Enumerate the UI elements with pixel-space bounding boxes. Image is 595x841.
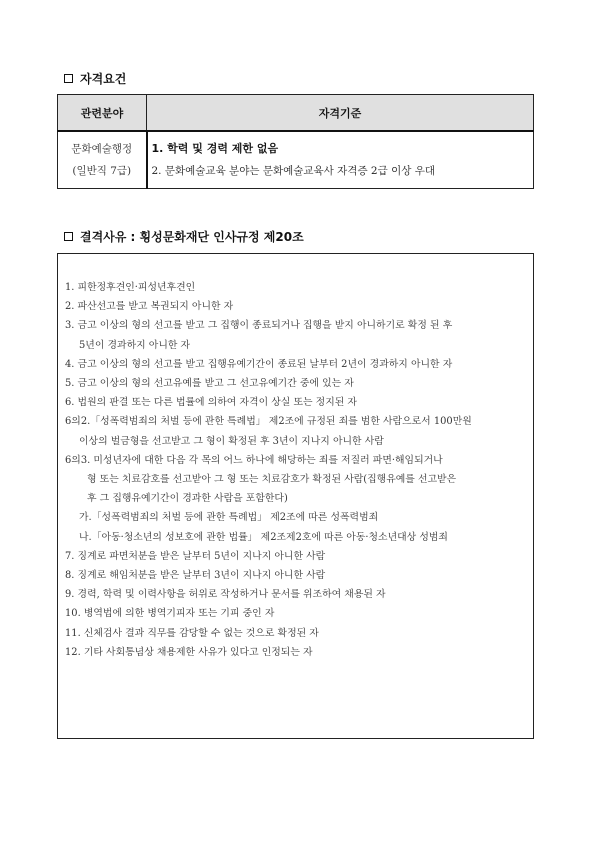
list-item: 3. 금고 이상의 형의 선고를 받고 그 집행이 종료되거나 집행을 받지 아니하기로 확정 된 후 <box>65 320 453 332</box>
list-item: 8. 징계로 해임처분을 받은 날부터 3년이 지나지 아니한 사람 <box>65 570 326 582</box>
list-item: 이상의 벌금형을 선고받고 그 형이 확정된 후 3년이 지나지 아니한 사람 <box>79 435 384 447</box>
list-item: 11. 신체검사 결과 직무를 감당할 수 없는 것으로 확정된 자 <box>65 627 319 639</box>
list-item: 6. 법원의 판결 또는 다른 법률에 의하여 자격이 상실 또는 정지된 자 <box>65 397 357 409</box>
section-title: 자격요건 <box>80 72 127 86</box>
disqualification-box <box>57 253 534 739</box>
table-row <box>58 131 534 189</box>
list-item: 6의3. 미성년자에 대한 다음 각 목의 어느 하나에 해당하는 죄를 저질러 파면·해임되거나 <box>65 454 443 466</box>
list-item: 5. 금고 이상의 형의 선고유예를 받고 그 선고유예기간 중에 있는 자 <box>65 378 354 390</box>
column-header-field: 관련분야 <box>58 95 147 132</box>
list-item: 5년이 경과하지 아니한 자 <box>79 339 191 351</box>
checkbox-square-icon <box>64 232 73 241</box>
disqualification-list <box>65 278 529 662</box>
criteria-cell <box>147 131 534 189</box>
field-cell <box>58 131 147 189</box>
qualification-table <box>57 94 534 189</box>
field-grade: (일반직 7급) <box>72 165 132 177</box>
list-item: 9. 경력, 학력 및 이력사항을 허위로 작성하거나 문서를 위조하여 채용된 자 <box>65 589 386 601</box>
checkbox-square-icon <box>64 74 73 83</box>
list-item: 4. 금고 이상의 형의 선고를 받고 집행유예기간이 종료된 날부터 2년이 경과하지 아니한 자 <box>65 358 453 370</box>
list-item: 형 또는 치료감호를 선고받아 그 형 또는 치료감호가 확정된 사람(집행유예를 선고받은 <box>87 474 457 486</box>
column-header-criteria: 자격기준 <box>147 95 534 132</box>
criteria-item: 2. 문화예술교육 분야는 문화예술교육사 자격증 2급 이상 우대 <box>151 165 435 177</box>
list-item: 후 그 집행유예기간이 경과한 사람을 포함한다) <box>87 493 288 505</box>
section-title: 결격사유 : 횡성문화재단 인사규정 제20조 <box>80 230 304 244</box>
list-item: 가.「성폭력범죄의 처벌 등에 관한 특례법」 제2조에 따른 성폭력범죄 <box>79 512 379 524</box>
table-header-row <box>58 95 534 132</box>
list-item: 1. 피한정후견인·피성년후견인 <box>65 282 196 293</box>
section-heading-qualifications <box>64 70 126 87</box>
list-item: 나.「아동·청소년의 성보호에 관한 법률」 제2조제2호에 따른 아동·청소년대상 성범죄 <box>79 531 448 543</box>
list-item: 6의2.「성폭력범죄의 처벌 등에 관한 특례법」 제2조에 규정된 죄를 범한 사람으로서 100만원 <box>65 416 472 428</box>
criteria-item: 1. 학력 및 경력 제한 없음 <box>151 142 279 155</box>
list-item: 2. 파산선고를 받고 복권되지 아니한 자 <box>65 301 234 313</box>
list-item: 12. 기타 사회통념상 채용제한 사유가 있다고 인정되는 자 <box>65 646 313 658</box>
field-name: 문화예술행정 <box>71 143 133 155</box>
list-item: 7. 징계로 파면처분을 받은 날부터 5년이 지나지 아니한 사람 <box>65 550 326 562</box>
section-heading-disqualifications <box>64 228 304 245</box>
list-item: 10. 병역법에 의한 병역기피자 또는 기피 중인 자 <box>65 608 275 620</box>
